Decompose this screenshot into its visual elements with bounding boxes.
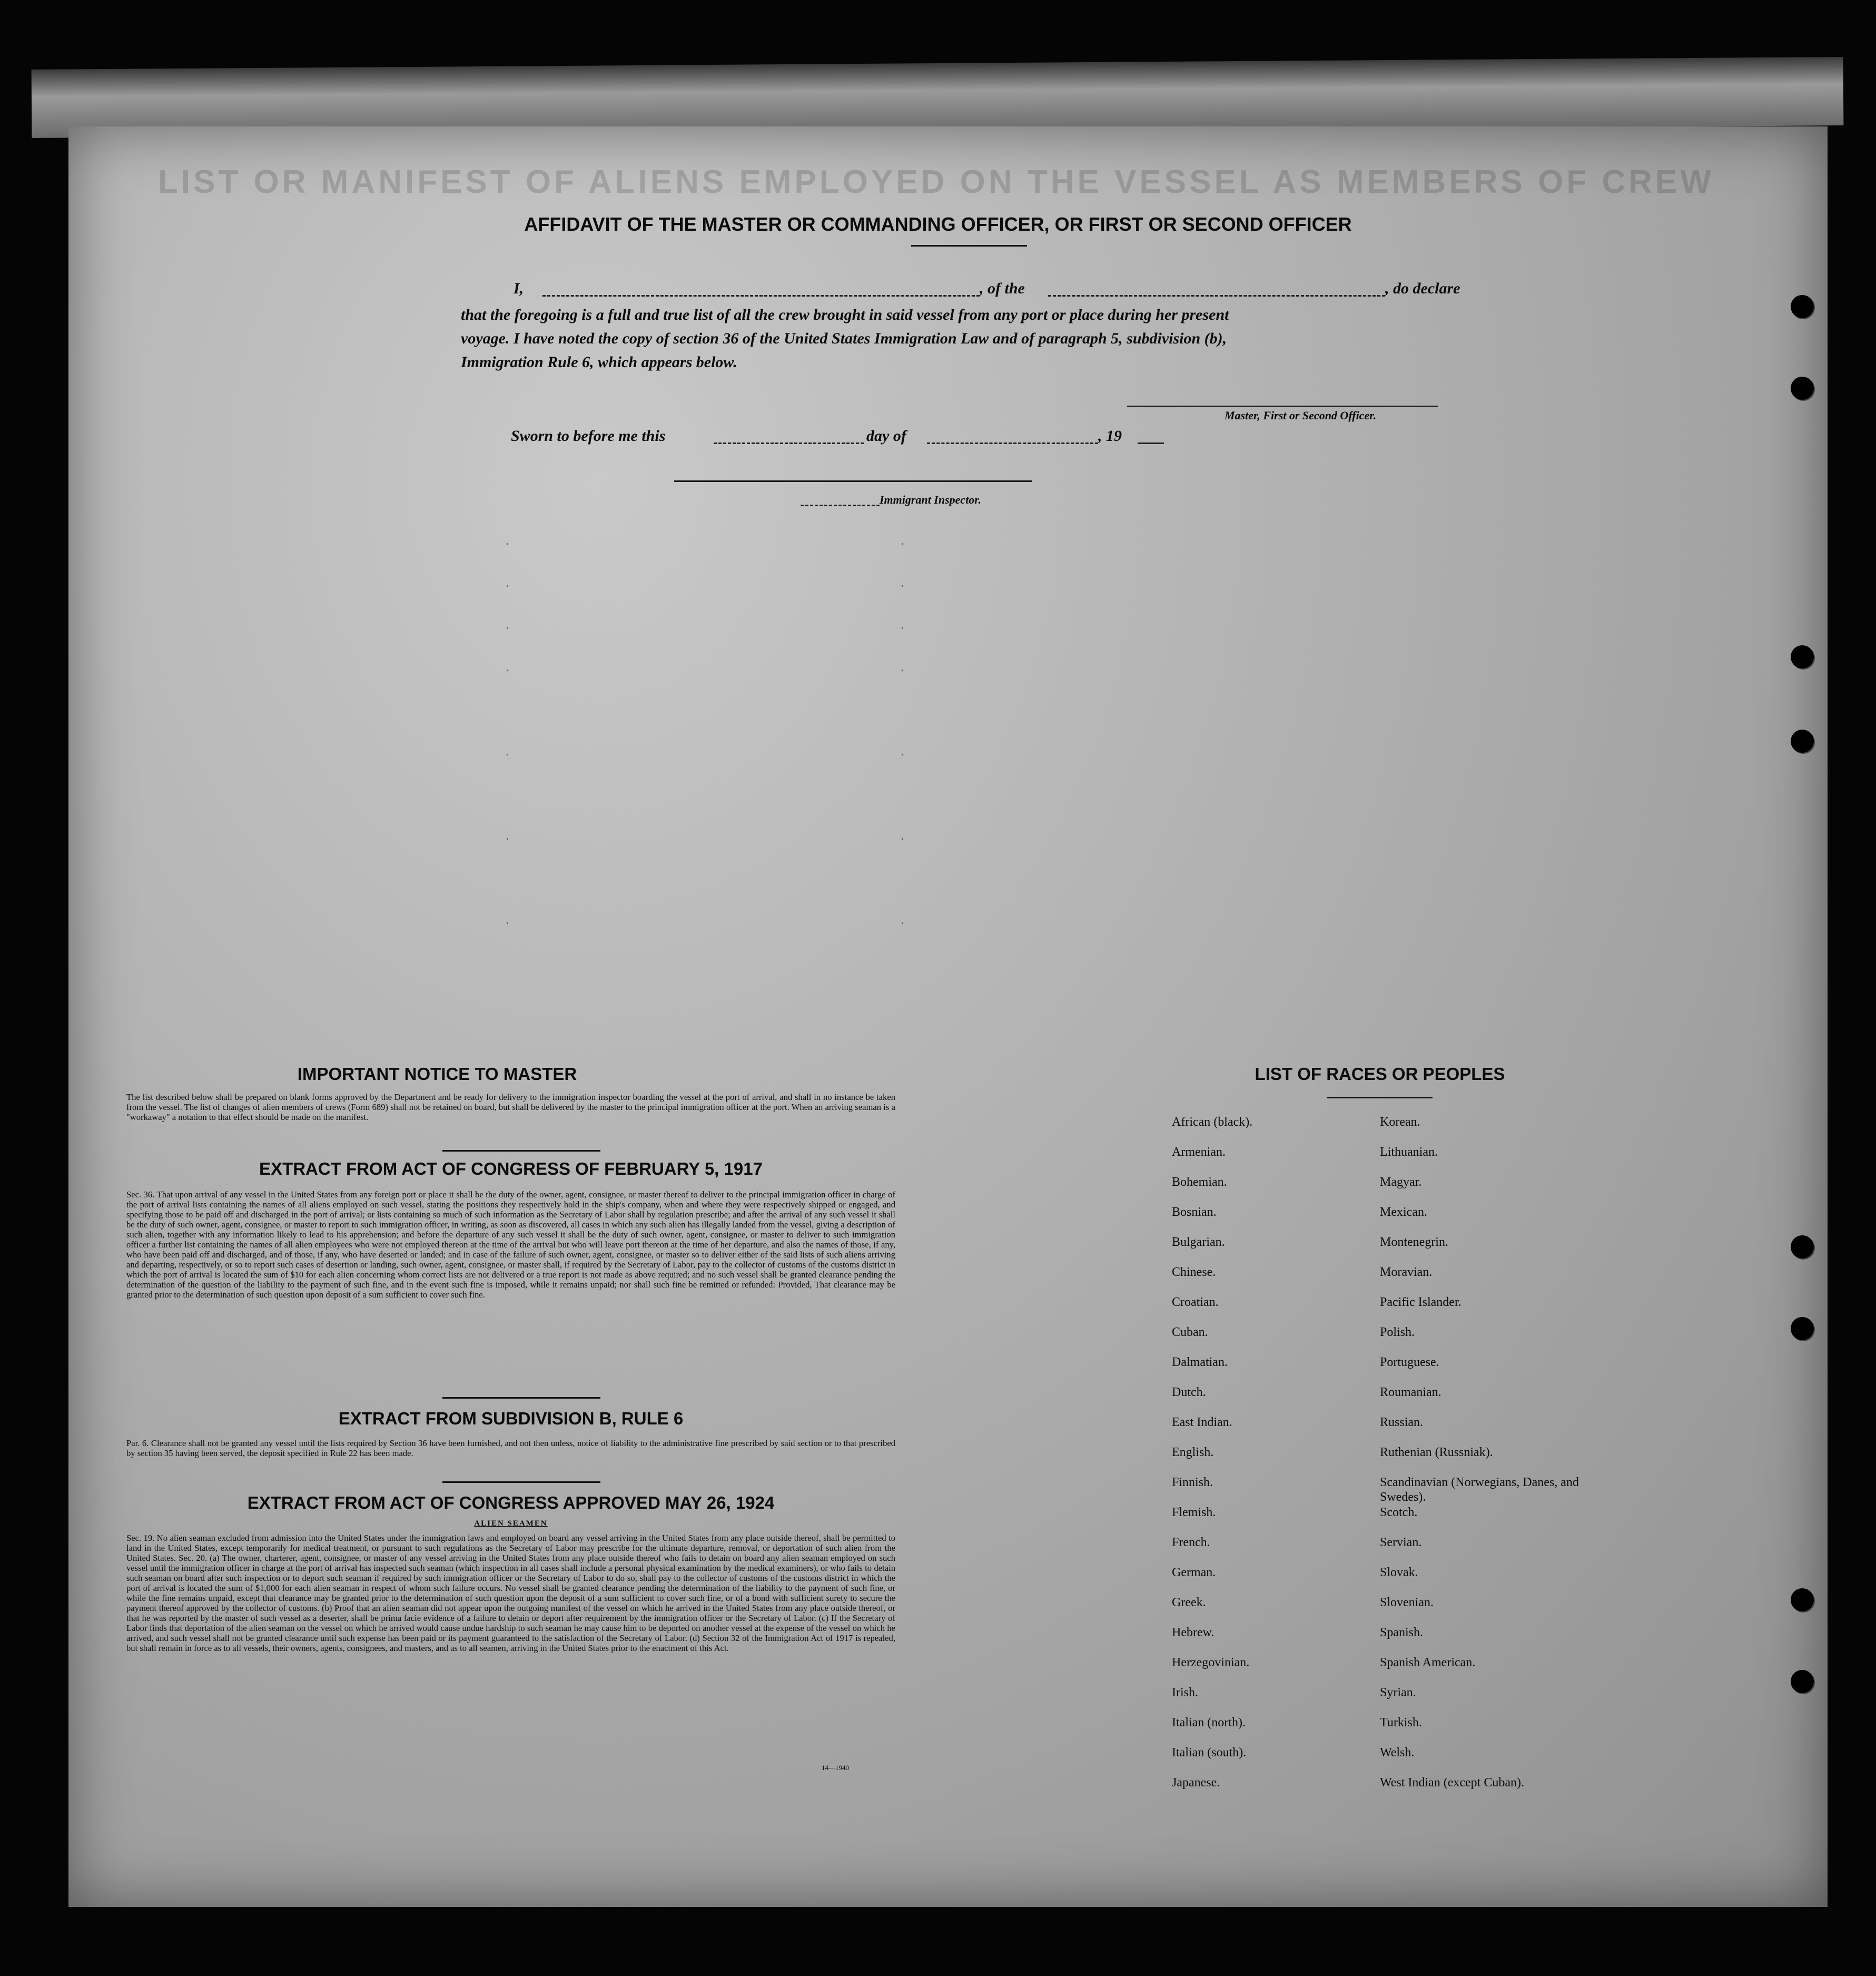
faint-column-mark: .	[506, 574, 509, 591]
race-item: Spanish.	[1380, 1626, 1424, 1639]
punch-hole-4	[1791, 730, 1814, 753]
race-item: Russian.	[1380, 1415, 1424, 1429]
faint-column-mark: .	[901, 532, 904, 548]
race-item: Cuban.	[1172, 1325, 1208, 1339]
race-item: Mexican.	[1380, 1205, 1427, 1219]
year-label: , 19	[1098, 427, 1122, 445]
extract-1924-text: Sec. 19. No alien seaman excluded from admission into the United States under the immigration laws and employed on board any vessel arriving in the United States from any place outside thereof, shall be permitted to land in the United States, except temporarily for medical treatment, or pursuant to such regulations as the Secretary of Labor may prescribe for the ultimate departure, removal, or deportation of such alien from the United States. Sec. 20. (a) The owner, charterer, agent, consignee, or master of any vessel arriving in the United States from any place outside thereof who fails to detain on board any alien seaman employed on such vessel until the immigration officer in charge at the port of arrival has inspected such seaman (which inspection in all cases shall include a personal physical examination by the medical examiners), or who fails to detain such seaman on board after such inspection or to deport such seaman if required by such immigration officer or the Secretary of Labor to do so, shall pay to the collector of customs of the customs district in which the port of arrival is located the sum of $1,000 for each alien seaman in respect of whom such failure occurs. No vessel shall be granted clearance pending the determination of the liability to the payment of such fine, or while the fine remains unpaid, except that clearance may be granted prior to the determination of such question upon the deposit of a sum sufficient to cover such fine, or of a bond with sufficient surety to secure the payment thereof approved by the collector of customs. (b) Proof that an alien seaman did not appear upon the outgoing manifest of the vessel on which he arrived in the United States from any place outside thereof, or that he was reported by the master of such vessel as a deserter, shall be prima facie evidence of a failure to detain or deport after requirement by the immigration officer or the Secretary of Labor. (c) If the Secretary of Labor finds that deportation of the alien seaman on the vessel on which he arrived would cause undue hardship to such seaman he may cause him to be deported on another vessel at the expense of the vessel on which he arrived, and such vessel shall not be granted clearance until such expense has been paid or its payment guaranteed to the satisfaction of the Secretary of Labor. (d) Section 32 of the Immigration Act of 1917 is repealed, but shall remain in force as to all vessels, their owners, agents, consignees, and masters, and as to all seamen, arriving in the United States prior to the enactment of this Act.	[126, 1533, 895, 1653]
race-item: French.	[1172, 1536, 1210, 1549]
races-column-1	[1172, 1115, 1372, 1805]
race-item: Bosnian.	[1172, 1205, 1217, 1219]
race-item: East Indian.	[1172, 1415, 1232, 1429]
faint-column-mark: .	[901, 574, 904, 591]
affidavit-statement-line-2: voyage. I have noted the copy of section 36 of the United States Immigration Law and of paragraph 5, subdivision (b),	[461, 330, 1227, 347]
extract-rule6-title: EXTRACT FROM SUBDIVISION B, RULE 6	[338, 1409, 684, 1428]
affidavit-declare-label: , do declare	[1385, 280, 1460, 297]
faint-column-mark: .	[506, 658, 509, 675]
race-item: Lithuanian.	[1380, 1145, 1438, 1159]
extract-1924-title: EXTRACT FROM ACT OF CONGRESS APPROVED MAY 26, 1924	[247, 1493, 775, 1512]
punch-hole-7	[1791, 1588, 1814, 1611]
affidavit-title-rule	[911, 245, 1027, 247]
race-item: Japanese.	[1172, 1776, 1220, 1790]
race-item: African (black).	[1172, 1115, 1253, 1129]
notice-title: IMPORTANT NOTICE TO MASTER	[297, 1064, 577, 1084]
punch-hole-8	[1791, 1670, 1814, 1693]
race-item: Croatian.	[1172, 1295, 1219, 1309]
punch-hole-1	[1791, 295, 1814, 318]
sworn-date-line	[714, 443, 864, 444]
race-item: Pacific Islander.	[1380, 1295, 1462, 1309]
race-item: Montenegrin.	[1380, 1235, 1448, 1249]
race-item: Servian.	[1380, 1536, 1422, 1549]
race-item: Slovak.	[1380, 1566, 1418, 1579]
race-item: Scandinavian (Norwegians, Danes, and Swedes).	[1380, 1476, 1579, 1504]
inspector-label: Immigrant Inspector.	[880, 493, 982, 506]
faint-column-mark: .	[901, 911, 904, 928]
faint-bleedthrough-header: LIST OR MANIFEST OF ALIENS EMPLOYED ON THE VESSEL AS MEMBERS OF CREW	[158, 164, 1714, 200]
notice-text: The list described below shall be prepared on blank forms approved by the Department and be ready for delivery to the immigration inspector boarding the vessel at the port of arrival, and shall in no instance be taken from the vessel. The list of changes of alien members of crews (Form 689) shall not be retained on board, but shall be delivered by the master to the principal immigration officer at the port. When an arriving seaman is a "workaway" a notation to that effect should be made on the manifest.	[126, 1092, 895, 1122]
punch-hole-3	[1791, 645, 1814, 669]
master-signature-line	[1127, 406, 1438, 407]
race-item: Slovenian.	[1380, 1596, 1434, 1609]
faint-column-mark: .	[506, 827, 509, 843]
race-item: Armenian.	[1172, 1145, 1226, 1159]
faint-column-mark: .	[901, 616, 904, 633]
races-title-rule	[1327, 1097, 1433, 1098]
extract-rule6-text: Par. 6. Clearance shall not be granted any vessel until the lists required by Section 36 have been furnished, and not then unless, notice of liability to the administrative fine prescribed by said section or to that prescribed by section 35 having been served, the deposit specified in Rule 22 has been made.	[126, 1438, 895, 1458]
race-item: Herzegovinian.	[1172, 1656, 1250, 1669]
affidavit-title: AFFIDAVIT OF THE MASTER OR COMMANDING OFFICER, OR FIRST OR SECOND OFFICER	[524, 213, 1352, 235]
affidavit-name-line	[542, 295, 980, 297]
race-item: Scotch.	[1380, 1506, 1418, 1519]
alien-seamen-subtitle: ALIEN SEAMEN	[474, 1519, 548, 1528]
race-item: Bohemian.	[1172, 1175, 1227, 1189]
sworn-year-line	[1138, 443, 1164, 444]
race-item: Hebrew.	[1172, 1626, 1215, 1639]
day-of-label: day of	[866, 427, 906, 445]
sworn-month-line	[927, 443, 1098, 444]
race-item: Magyar.	[1380, 1175, 1422, 1189]
faint-column-mark: .	[506, 743, 509, 759]
race-item: English.	[1172, 1446, 1214, 1459]
race-item: German.	[1172, 1566, 1216, 1579]
race-item: Irish.	[1172, 1686, 1198, 1699]
affidavit-vessel-line	[1048, 295, 1385, 297]
affidavit-of-the-label: , of the	[980, 280, 1025, 297]
extract-1917-text: Sec. 36. That upon arrival of any vessel in the United States from any foreign port or place it shall be the duty of the owner, agent, consignee, or master thereof to deliver to the principal immigration officer in charge of the port of arrival lists containing the names of all aliens employed on such vessel, stating the positions they respectively hold in the ship's company, when and where they were respectively shipped or engaged, and specifying those to be paid off and discharged in the port of arrival; or lists containing so much of such information as the Secretary of Labor shall by regulation prescribe; and after the arrival of any such vessel it shall be the duty of such owner, agent, consignee, or master to report to such immigration officer, in writing, as soon as discovered, all cases in which any such alien has illegally landed from the vessel, giving a description of such alien, together with any information likely to lead to his apprehension; and before the departure of any such vessel it shall be the duty of such owner, agent, consignee, or master to deliver to such immigration officer a further list containing the names of all alien employees who were not employed thereon at the time of the arrival but who will leave port thereon at the time of her departure, and also the names of those, if any, who have been paid off and discharged, and of those, if any, who have deserted or landed; and in case of the failure of such owner, agent, consignee, or master so to deliver either of the said lists of such aliens arriving and departing, respectively, or so to report such cases of desertion or landing, such owner, agent, consignee, or master shall, if required by the Secretary of Labor, pay to the collector of customs of the customs district in which the port of arrival is located the sum of $10 for each alien concerning whom correct lists are not delivered or a true report is not made as above required; and no such vessel shall be granted clearance pending the determination of the question of the liability to the payment of such fine, and in the event such fine is imposed, while it remains unpaid; nor shall such fine be remitted or refunded: Provided, That clearance may be granted prior to the determination of such question upon deposit of a sum sufficient to cover such fine.	[126, 1189, 895, 1300]
faint-column-mark: .	[901, 827, 904, 843]
race-item: Portuguese.	[1380, 1355, 1439, 1369]
faint-column-mark: .	[901, 658, 904, 675]
faint-column-mark: .	[901, 743, 904, 759]
race-item: Welsh.	[1380, 1746, 1415, 1759]
races-title: LIST OF RACES OR PEOPLES	[1255, 1064, 1505, 1084]
form-number: 14—1940	[822, 1764, 849, 1772]
race-item: Turkish.	[1380, 1716, 1422, 1729]
races-column-2	[1380, 1115, 1580, 1805]
extract-1917-title: EXTRACT FROM ACT OF CONGRESS OF FEBRUARY 5, 1917	[259, 1159, 763, 1178]
race-item: Dutch.	[1172, 1385, 1206, 1399]
race-item: Moravian.	[1380, 1265, 1433, 1279]
race-item: Dalmatian.	[1172, 1355, 1228, 1369]
extract-rule6-rule	[442, 1481, 600, 1483]
affidavit-i-label: I,	[514, 280, 524, 297]
race-item: Flemish.	[1172, 1506, 1216, 1519]
race-item: Ruthenian (Russniak).	[1380, 1446, 1493, 1459]
master-signature-label: Master, First or Second Officer.	[1225, 409, 1377, 422]
race-item: Polish.	[1380, 1325, 1415, 1339]
race-item: West Indian (except Cuban).	[1380, 1776, 1524, 1790]
punch-hole-6	[1791, 1317, 1814, 1340]
faint-column-mark: .	[506, 532, 509, 548]
affidavit-statement-line-1: that the foregoing is a full and true list of all the crew brought in said vessel from any port or place during her present	[461, 306, 1229, 323]
race-item: Italian (south).	[1172, 1746, 1247, 1759]
race-item: Spanish American.	[1380, 1656, 1476, 1669]
race-item: Korean.	[1380, 1115, 1420, 1129]
race-item: Chinese.	[1172, 1265, 1216, 1279]
affidavit-statement-line-3: Immigration Rule 6, which appears below.	[461, 353, 737, 371]
punch-hole-2	[1791, 377, 1814, 400]
inspector-signature-rule	[674, 480, 1032, 482]
race-item: Finnish.	[1172, 1476, 1213, 1489]
notice-rule	[442, 1150, 600, 1152]
inspector-name-line	[801, 505, 880, 506]
extract-1917-rule	[442, 1397, 600, 1399]
race-item: Bulgarian.	[1172, 1235, 1225, 1249]
race-item: Greek.	[1172, 1596, 1206, 1609]
race-item: Italian (north).	[1172, 1716, 1246, 1729]
sworn-label: Sworn to before me this	[511, 427, 666, 445]
underlying-page-edge	[32, 57, 1844, 138]
faint-column-mark: .	[506, 616, 509, 633]
race-item: Roumanian.	[1380, 1385, 1441, 1399]
punch-hole-5	[1791, 1235, 1814, 1259]
faint-column-mark: .	[506, 911, 509, 928]
race-item: Syrian.	[1380, 1686, 1416, 1699]
